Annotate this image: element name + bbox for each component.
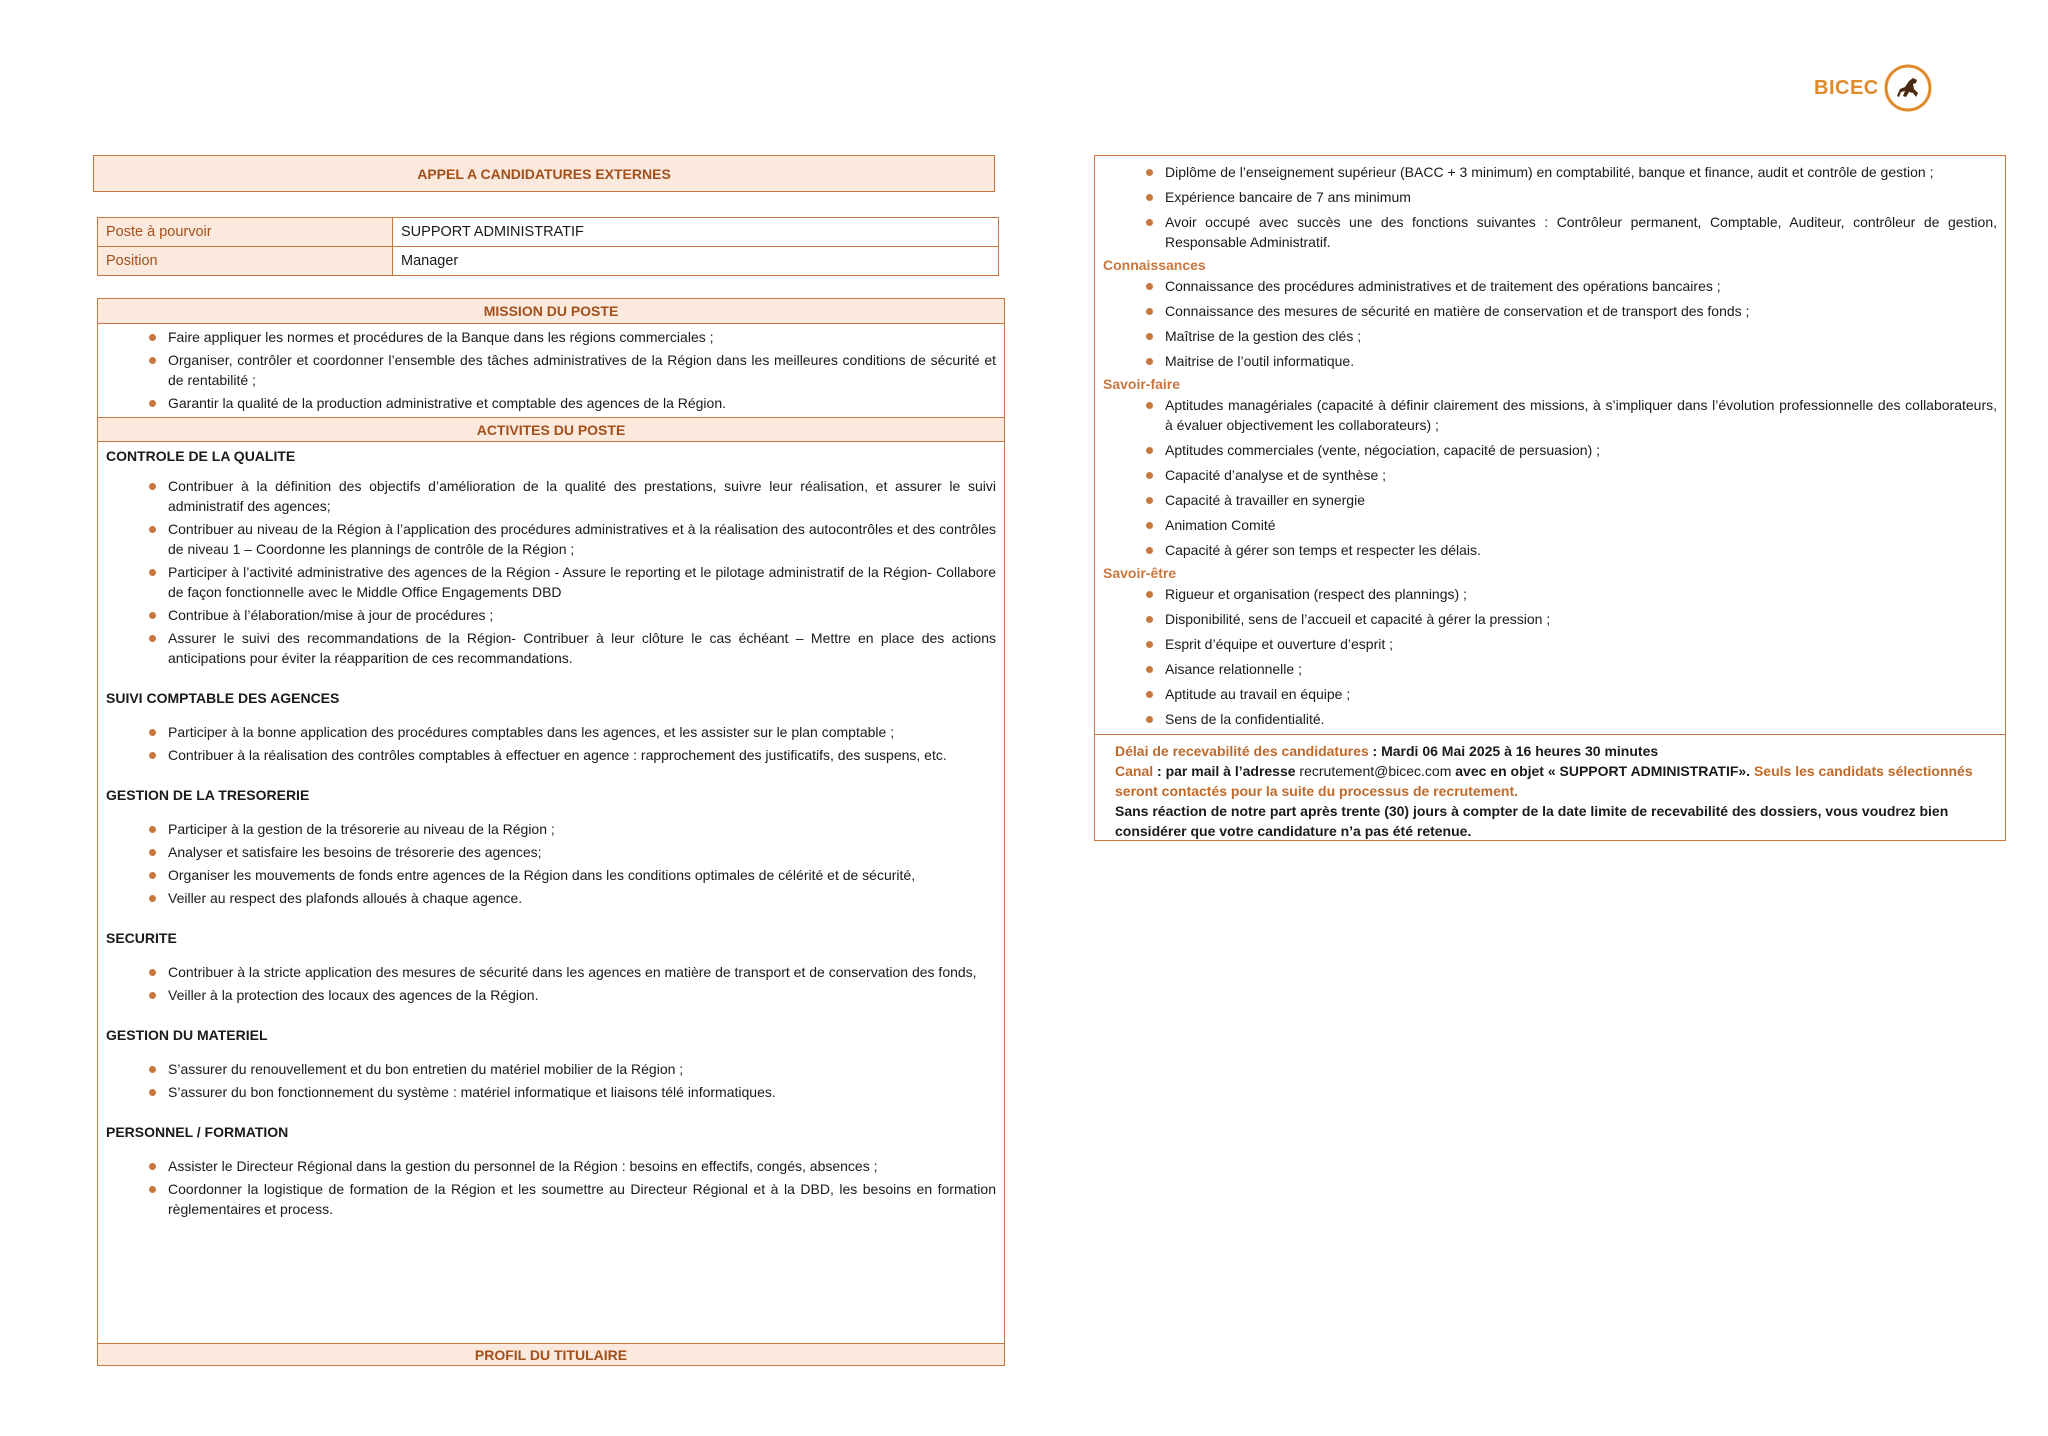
list-item: Maitrise de l’outil informatique.	[1103, 351, 1997, 371]
list-item: Veiller au respect des plafonds alloués à chaque agence.	[106, 888, 996, 908]
list-item: Garantir la qualité de la production administrative et comptable des agences de la Région.	[106, 393, 996, 413]
mission-heading: MISSION DU POSTE	[98, 299, 1004, 324]
subsection-title: CONTROLE DE LA QUALITE	[106, 448, 296, 464]
info-value: SUPPORT ADMINISTRATIF	[393, 218, 999, 247]
list-item: Aptitude au travail en équipe ;	[1103, 684, 1997, 704]
list-item: Avoir occupé avec succès une des fonctions suivantes : Contrôleur permanent, Comptable, Auditeur, contrôleur de gestion, Responsable Administratif.	[1103, 212, 1997, 252]
subsection-title: GESTION DE LA TRESORERIE	[106, 787, 310, 803]
info-label: Position	[98, 247, 393, 276]
profile-box	[1094, 155, 2006, 841]
activities-list	[106, 1059, 996, 1102]
list-item: Organiser les mouvements de fonds entre agences de la Région dans les conditions optimales de célérité et de sécurité,	[106, 865, 996, 885]
skills-list	[1103, 395, 1997, 560]
list-item: Participer à l’activité administrative des agences de la Région - Assure le reporting et le pilotage administratif de la Région- Collabore de façon fonctionnelle avec le Middle Office Engagements DBD	[106, 562, 996, 602]
list-item: Contribuer à la réalisation des contrôles comptables à effectuer en agence : rapprochement des justificatifs, des suspens, etc.	[106, 745, 996, 765]
canal-label: Canal	[1115, 763, 1154, 779]
bicec-logo	[1814, 60, 1946, 116]
email-link[interactable]: recrutement@bicec.com	[1299, 763, 1452, 779]
job-description-box	[97, 298, 1005, 1366]
list-item: Contribuer à la définition des objectifs d’amélioration de la qualité des prestations, suivre leur réalisation, et assurer le suivi administratif des agences;	[106, 476, 996, 516]
list-item: Faire appliquer les normes et procédures de la Banque dans les régions commerciales ;	[106, 327, 996, 347]
profile-heading: PROFIL DU TITULAIRE	[98, 1343, 1004, 1365]
subsection-title: Savoir-être	[1103, 565, 1177, 581]
list-item: Animation Comité	[1103, 515, 1997, 535]
list-item: Participer à la gestion de la trésorerie au niveau de la Région ;	[106, 819, 996, 839]
list-item: Capacité d’analyse et de synthèse ;	[1103, 465, 1997, 485]
deadline-line	[1115, 741, 1985, 761]
list-item: Organiser, contrôler et coordonner l’ensemble des tâches administratives de la Région dans les meilleures conditions de sécurité et de rentabilité ;	[106, 350, 996, 390]
canal-subject: avec en objet « SUPPORT ADMINISTRATIF».	[1451, 763, 1751, 779]
activities-list	[106, 819, 996, 908]
list-item: Aisance relationnelle ;	[1103, 659, 1997, 679]
subsection-title: SECURITE	[106, 930, 177, 946]
list-item: Analyser et satisfaire les besoins de trésorerie des agences;	[106, 842, 996, 862]
list-item: Maîtrise de la gestion des clés ;	[1103, 326, 1997, 346]
requirements-list	[1103, 162, 1997, 252]
page-title	[93, 155, 995, 192]
mission-section	[98, 324, 1004, 417]
list-item: Expérience bancaire de 7 ans minimum	[1103, 187, 1997, 207]
subsection-title: Savoir-faire	[1103, 376, 1181, 392]
table-row	[98, 247, 999, 276]
table-row	[98, 218, 999, 247]
knowledge-list	[1103, 276, 1997, 371]
list-item: Capacité à travailler en synergie	[1103, 490, 1997, 510]
activities-list	[106, 476, 996, 668]
list-item: Coordonner la logistique de formation de la Région et les soumettre au Directeur Régional et à la DBD, les besoins en formation règlementaires et process.	[106, 1179, 996, 1219]
list-item: Aptitudes managériales (capacité à définir clairement des missions, à s’impliquer dans l’évolution professionnelle des collaborateurs, à évaluer objectivement les collaborateurs) ;	[1103, 395, 1997, 435]
list-item: Diplôme de l’enseignement supérieur (BACC + 3 minimum) en comptabilité, banque et finance, audit et contrôle de gestion ;	[1103, 162, 1997, 182]
canal-text: : par mail à l’adresse	[1153, 763, 1300, 779]
soft-skills-list	[1103, 584, 1997, 729]
activities-list	[106, 962, 996, 1005]
list-item: Esprit d’équipe et ouverture d’esprit ;	[1103, 634, 1997, 654]
horse-logo-icon	[1883, 63, 1933, 113]
list-item: Rigueur et organisation (respect des plannings) ;	[1103, 584, 1997, 604]
mission-list	[106, 327, 996, 413]
info-value: Manager	[393, 247, 999, 276]
deadline-value: : Mardi 06 Mai 2025 à 16 heures 30 minutes	[1368, 743, 1659, 759]
subsection-title: GESTION DU MATERIEL	[106, 1027, 268, 1043]
list-item: Contribuer à la stricte application des mesures de sécurité dans les agences en matière de transport et de conservation des fonds,	[106, 962, 996, 982]
canal-line	[1115, 761, 1985, 801]
info-label: Poste à pourvoir	[98, 218, 393, 247]
subsection-title: PERSONNEL / FORMATION	[106, 1124, 289, 1140]
logo-text: BICEC	[1814, 76, 1879, 99]
list-item: Disponibilité, sens de l’accueil et capacité à gérer la pression ;	[1103, 609, 1997, 629]
list-item: Aptitudes commerciales (vente, négociation, capacité de persuasion) ;	[1103, 440, 1997, 460]
activities-heading: ACTIVITES DU POSTE	[98, 417, 1004, 442]
list-item: Veiller à la protection des locaux des agences de la Région.	[106, 985, 996, 1005]
application-deadline	[1095, 734, 2005, 842]
activities-list	[106, 722, 996, 765]
list-item: Contribue à l’élaboration/mise à jour de procédures ;	[106, 605, 996, 625]
page-title-text: APPEL A CANDIDATURES EXTERNES	[417, 165, 671, 182]
list-item: S’assurer du renouvellement et du bon entretien du matériel mobilier de la Région ;	[106, 1059, 996, 1079]
list-item: Assister le Directeur Régional dans la gestion du personnel de la Région : besoins en effectifs, congés, absences ;	[106, 1156, 996, 1176]
profile-section	[1095, 156, 2005, 729]
subsection-title: Connaissances	[1103, 257, 1206, 273]
subsection-title: SUIVI COMPTABLE DES AGENCES	[106, 690, 340, 706]
deadline-label: Délai de recevabilité des candidatures	[1115, 743, 1369, 759]
list-item: Capacité à gérer son temps et respecter les délais.	[1103, 540, 1997, 560]
no-reply-note: Sans réaction de notre part après trente (30) jours à compter de la date limite de recevabilité des dossiers, vous voudrez bien considérer que votre candidature n’a pas été retenue.	[1115, 803, 1949, 839]
activities-list	[106, 1156, 996, 1219]
list-item: Connaissance des mesures de sécurité en matière de conservation et de transport des fonds ;	[1103, 301, 1997, 321]
list-item: Contribuer au niveau de la Région à l’application des procédures administratives et à la réalisation des autocontrôles et des contrôles de niveau 1 – Coordonne les plannings de contrôle de la Région ;	[106, 519, 996, 559]
list-item: Connaissance des procédures administratives et de traitement des opérations bancaires ;	[1103, 276, 1997, 296]
list-item: Sens de la confidentialité.	[1103, 709, 1997, 729]
activities-section	[98, 442, 1004, 1219]
list-item: Assurer le suivi des recommandations de la Région- Contribuer à leur clôture le cas échéant – Mettre en place des actions anticipations pour éviter la réapparition de ces recommandations.	[106, 628, 996, 668]
position-info-table	[97, 217, 999, 276]
list-item: Participer à la bonne application des procédures comptables dans les agences, et les assister sur le plan comptable ;	[106, 722, 996, 742]
list-item: S’assurer du bon fonctionnement du système : matériel informatique et liaisons télé informatiques.	[106, 1082, 996, 1102]
selected-note: Seuls les candidats sélectionnés seront contactés pour la suite du processus de recrutement.	[1115, 763, 1973, 799]
